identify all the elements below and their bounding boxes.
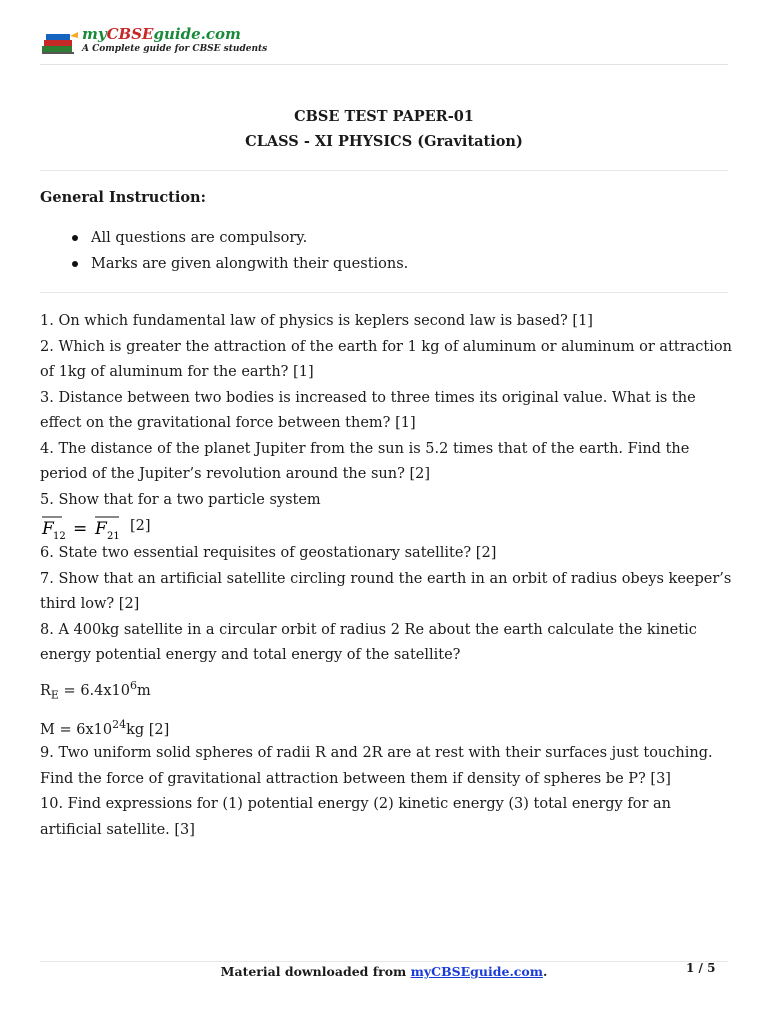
paper-subtitle: CLASS - XI PHYSICS (Gravitation) bbox=[245, 133, 523, 150]
page-header bbox=[40, 26, 728, 65]
divider bbox=[40, 170, 728, 171]
books-logo-icon bbox=[40, 30, 80, 56]
mass-unit: kg [2] bbox=[126, 722, 170, 739]
earth-mass-value bbox=[40, 714, 732, 741]
question-8: 8. A 400kg satellite in a circular orbit of radius 2 Re about the earth calculate the kinetic energy potential energy and total energy of the satellite? bbox=[40, 621, 697, 663]
footer-divider bbox=[40, 961, 728, 962]
radius-symbol: R bbox=[40, 682, 51, 699]
force-symbol-lhs: F bbox=[42, 519, 54, 539]
question-6: 6. State two essential requisites of geostationary satellite? [2] bbox=[40, 545, 497, 561]
question-10: 10. Find expressions for (1) potential energy (2) kinetic energy (3) total energy for an artificial satellite. [3] bbox=[40, 796, 671, 838]
question-4: 4. The distance of the planet Jupiter from the sun is 5.2 times that of the earth. Find the period of the Jupiter’s revolution around the sun? [2] bbox=[40, 440, 690, 482]
logo-name bbox=[82, 25, 241, 43]
bullet-icon bbox=[72, 261, 78, 267]
question-2: 2. Which is greater the attraction of the earth for 1 kg of aluminum or aluminum or attraction of 1kg of aluminum for the earth? [1] bbox=[40, 338, 732, 380]
logo-name-rest: guide.com bbox=[153, 25, 241, 43]
mass-value: M = 6x10 bbox=[40, 722, 113, 739]
force-symbol-rhs: F bbox=[95, 519, 107, 539]
footer-prefix: Material downloaded from bbox=[220, 964, 411, 979]
force-equation bbox=[40, 513, 732, 541]
logo-name-cbse: CBSE bbox=[106, 25, 154, 43]
page-number: 1 / 5 bbox=[686, 961, 716, 975]
earth-radius-value bbox=[40, 675, 732, 707]
footer-link[interactable]: myCBSEguide.com bbox=[410, 964, 543, 979]
list-item bbox=[40, 229, 408, 255]
question-9: 9. Two uniform solid spheres of radii R and 2R are at rest with their surfaces just touching. Find the force of gravitational attraction between them if density of spheres be P? [3] bbox=[40, 745, 713, 787]
footer-suffix: . bbox=[542, 964, 548, 979]
mass-exp: 24 bbox=[112, 718, 127, 732]
divider bbox=[40, 292, 728, 293]
question-list bbox=[40, 309, 732, 843]
force-sub-rhs: 21 bbox=[107, 531, 120, 541]
radius-sub: E bbox=[50, 688, 59, 702]
page-footer bbox=[0, 964, 768, 979]
question-1: 1. On which fundamental law of physics is keplers second law is based? [1] bbox=[40, 313, 593, 329]
radius-exp: 6 bbox=[130, 678, 138, 692]
instruction-text: Marks are given alongwith their questions. bbox=[91, 256, 409, 272]
question-5: 5. Show that for a two particle system bbox=[40, 491, 321, 508]
question-7: 7. Show that an artificial satellite circling round the earth in an orbit of radius obeys keeper’s third low? [2] bbox=[40, 570, 732, 612]
general-instruction-heading: General Instruction: bbox=[40, 189, 206, 206]
force-equation-formula bbox=[40, 513, 122, 541]
list-item bbox=[40, 255, 408, 281]
instruction-text: All questions are compulsory. bbox=[91, 230, 308, 246]
force-sub-lhs: 12 bbox=[53, 531, 66, 541]
logo-tagline: A Complete guide for CBSE students bbox=[82, 44, 268, 54]
question-5-marks: [2] bbox=[130, 518, 151, 535]
equals-sign: = bbox=[73, 519, 88, 539]
logo-name-my: my bbox=[82, 25, 107, 43]
radius-value: = 6.4x10 bbox=[58, 682, 131, 699]
paper-title: CBSE TEST PAPER-01 bbox=[294, 108, 474, 125]
bullet-icon bbox=[72, 235, 78, 241]
question-3: 3. Distance between two bodies is increased to three times its original value. What is the effect on the gravitational force between them? [1] bbox=[40, 389, 696, 431]
instruction-list bbox=[40, 229, 408, 281]
radius-unit: m bbox=[137, 682, 151, 699]
